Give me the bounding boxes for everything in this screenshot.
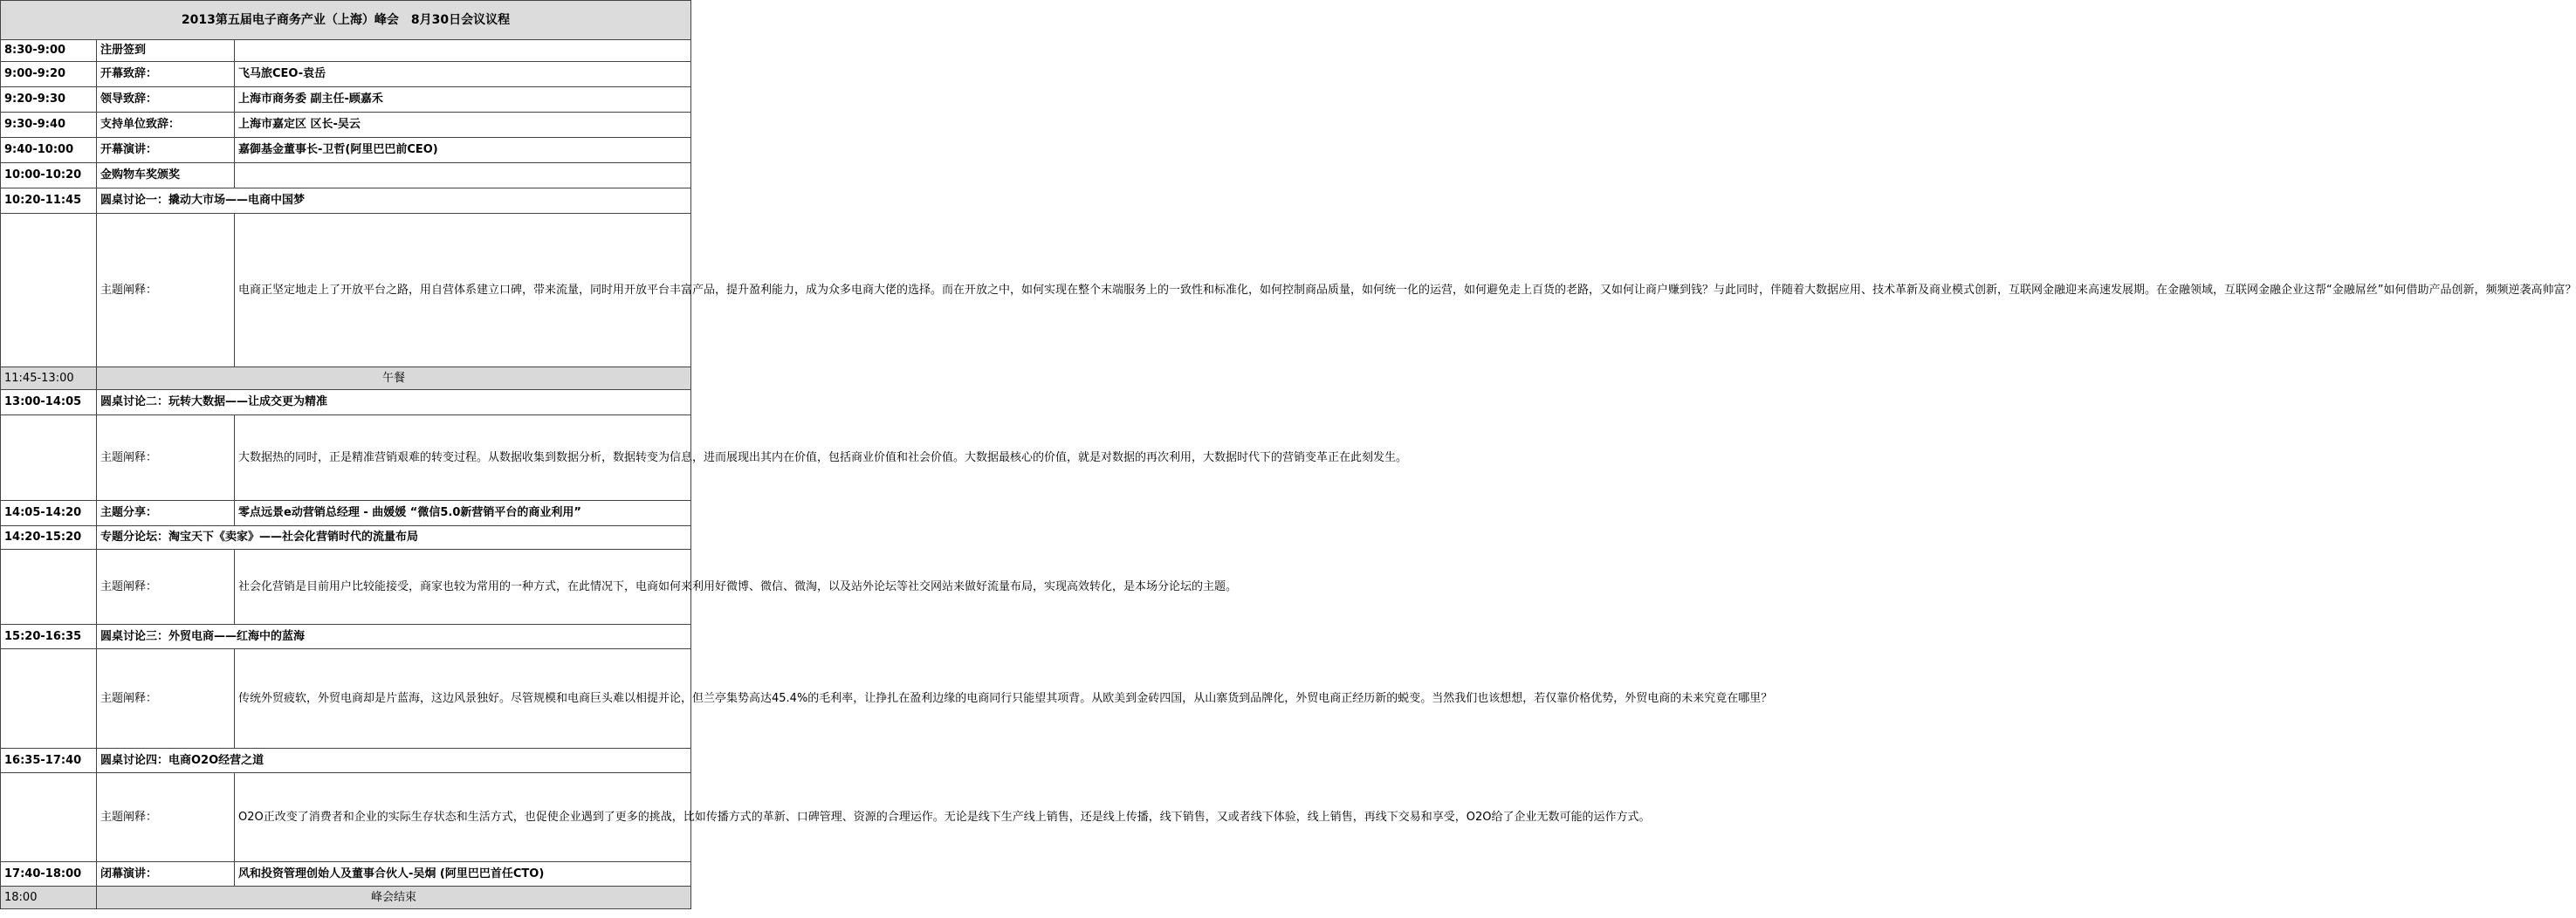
theme-label: 主题阐释： [97,773,235,862]
time-cell: 14:05-14:20 [1,501,97,526]
agenda-row [1,501,691,526]
description-row [1,773,691,862]
theme-label: 主题阐释： [97,214,235,367]
agenda-row [1,526,691,550]
content-cell: 嘉御基金董事长-卫哲(阿里巴巴前CEO) [235,138,691,163]
theme-description: O2O正改变了消费者和企业的实际生存状态和生活方式，也促使企业遇到了更多的挑战，比如传播方式的革新、口碑管理、资源的合理运作。无论是线下生产线上销售，还是线上传播，线下销售，又或者线下体验，线上销售，再线下交易和享受，O2O给了企业无数可能的运作方式。 [235,773,691,862]
session-title: 圆桌讨论三：外贸电商——红海中的蓝海 [97,625,691,649]
time-cell: 9:30-9:40 [1,113,97,138]
theme-description: 大数据热的同时，正是精准营销艰难的转变过程。从数据收集到数据分析，数据转变为信息，进而展现出其内在价值，包括商业价值和社会价值。大数据最核心的价值，就是对数据的再次利用，大数据时代下的营销变革正在此刻发生。 [235,415,691,501]
time-cell: 9:00-9:20 [1,62,97,87]
agenda-row [1,749,691,773]
time-cell: 15:20-16:35 [1,625,97,649]
content-cell [235,40,691,62]
theme-label: 主题阐释： [97,649,235,749]
session-title: 圆桌讨论一：撬动大市场——电商中国梦 [97,188,691,214]
description-row [1,649,691,749]
time-cell: 10:00-10:20 [1,163,97,188]
agenda-row [1,113,691,138]
label-cell: 支持单位致辞： [97,113,235,138]
label-cell: 领导致辞： [97,87,235,113]
agenda-row [1,40,691,62]
break-label: 峰会结束 [97,887,691,909]
label-cell: 闭幕演讲： [97,862,235,887]
agenda-row [1,138,691,163]
session-title: 圆桌讨论二：玩转大数据——让成交更为精准 [97,390,691,415]
time-cell: 9:40-10:00 [1,138,97,163]
empty-time-cell [1,773,97,862]
content-cell [235,163,691,188]
session-title: 专题分论坛：淘宝天下《卖家》——社会化营销时代的流量布局 [97,526,691,550]
page-title: 2013第五届电子商务产业（上海）峰会 8月30日会议议程 [1,1,691,40]
time-cell: 17:40-18:00 [1,862,97,887]
time-cell: 13:00-14:05 [1,390,97,415]
theme-description: 社会化营销是目前用户比较能接受，商家也较为常用的一种方式，在此情况下，电商如何来利用好微博、微信、微淘，以及站外论坛等社交网站来做好流量布局，实现高效转化，是本场分论坛的主题。 [235,550,691,625]
theme-description: 传统外贸疲软，外贸电商却是片蓝海，这边风景独好。尽管规模和电商巨头难以相提并论，但兰亭集势高达45.4%的毛利率，让挣扎在盈利边缘的电商同行只能望其项背。从欧美到金砖四国，从山寨货到品牌化，外贸电商正经历新的蜕变。当然我们也该想想，若仅靠价格优势，外贸电商的未来究竟在哪里？ [235,649,691,749]
title-row [1,1,691,40]
label-cell: 金购物车奖颁奖 [97,163,235,188]
empty-time-cell [1,415,97,501]
empty-time-cell [1,550,97,625]
time-cell: 14:20-15:20 [1,526,97,550]
agenda-row [1,62,691,87]
content-cell: 飞马旅CEO-袁岳 [235,62,691,87]
agenda-row [1,625,691,649]
session-title: 圆桌讨论四：电商O2O经营之道 [97,749,691,773]
theme-label: 主题阐释： [97,550,235,625]
agenda-row [1,87,691,113]
agenda-row [1,163,691,188]
time-cell: 10:20-11:45 [1,188,97,214]
time-cell: 16:35-17:40 [1,749,97,773]
content-cell: 零点远景e动营销总经理 - 曲媛媛 “微信5.0新营销平台的商业利用” [235,501,691,526]
agenda-row [1,390,691,415]
time-cell: 11:45-13:00 [1,367,97,390]
time-cell: 8:30-9:00 [1,40,97,62]
empty-time-cell [1,649,97,749]
description-row [1,415,691,501]
description-row [1,550,691,625]
break-label: 午餐 [97,367,691,390]
break-row [1,367,691,390]
label-cell: 注册签到 [97,40,235,62]
agenda-row [1,188,691,214]
agenda-row [1,862,691,887]
break-row [1,887,691,909]
time-cell: 9:20-9:30 [1,87,97,113]
description-row [1,214,691,367]
label-cell: 开幕演讲： [97,138,235,163]
time-cell: 18:00 [1,887,97,909]
label-cell: 开幕致辞： [97,62,235,87]
label-cell: 主题分享： [97,501,235,526]
content-cell: 上海市商务委 副主任-顾嘉禾 [235,87,691,113]
content-cell: 风和投资管理创始人及董事合伙人-吴炯 (阿里巴巴首任CTO) [235,862,691,887]
theme-label: 主题阐释： [97,415,235,501]
theme-description: 电商正坚定地走上了开放平台之路，用自营体系建立口碑，带来流量，同时用开放平台丰富产品，提升盈利能力，成为众多电商大佬的选择。而在开放之中，如何实现在整个末端服务上的一致性和标准化，如何控制商品质量，如何统一化的运营，如何避免走上百货的老路，又如何让商户赚到钱？与此同时，伴随着大数据应用、技术革新及商业模式创新，互联网金融迎来高速发展期。在金融领域，互联网金融企业这帮“金融屌丝”如何借助产品创新，频频逆袭高帅富？ [235,214,691,367]
content-cell: 上海市嘉定区 区长-吴云 [235,113,691,138]
empty-time-cell [1,214,97,367]
